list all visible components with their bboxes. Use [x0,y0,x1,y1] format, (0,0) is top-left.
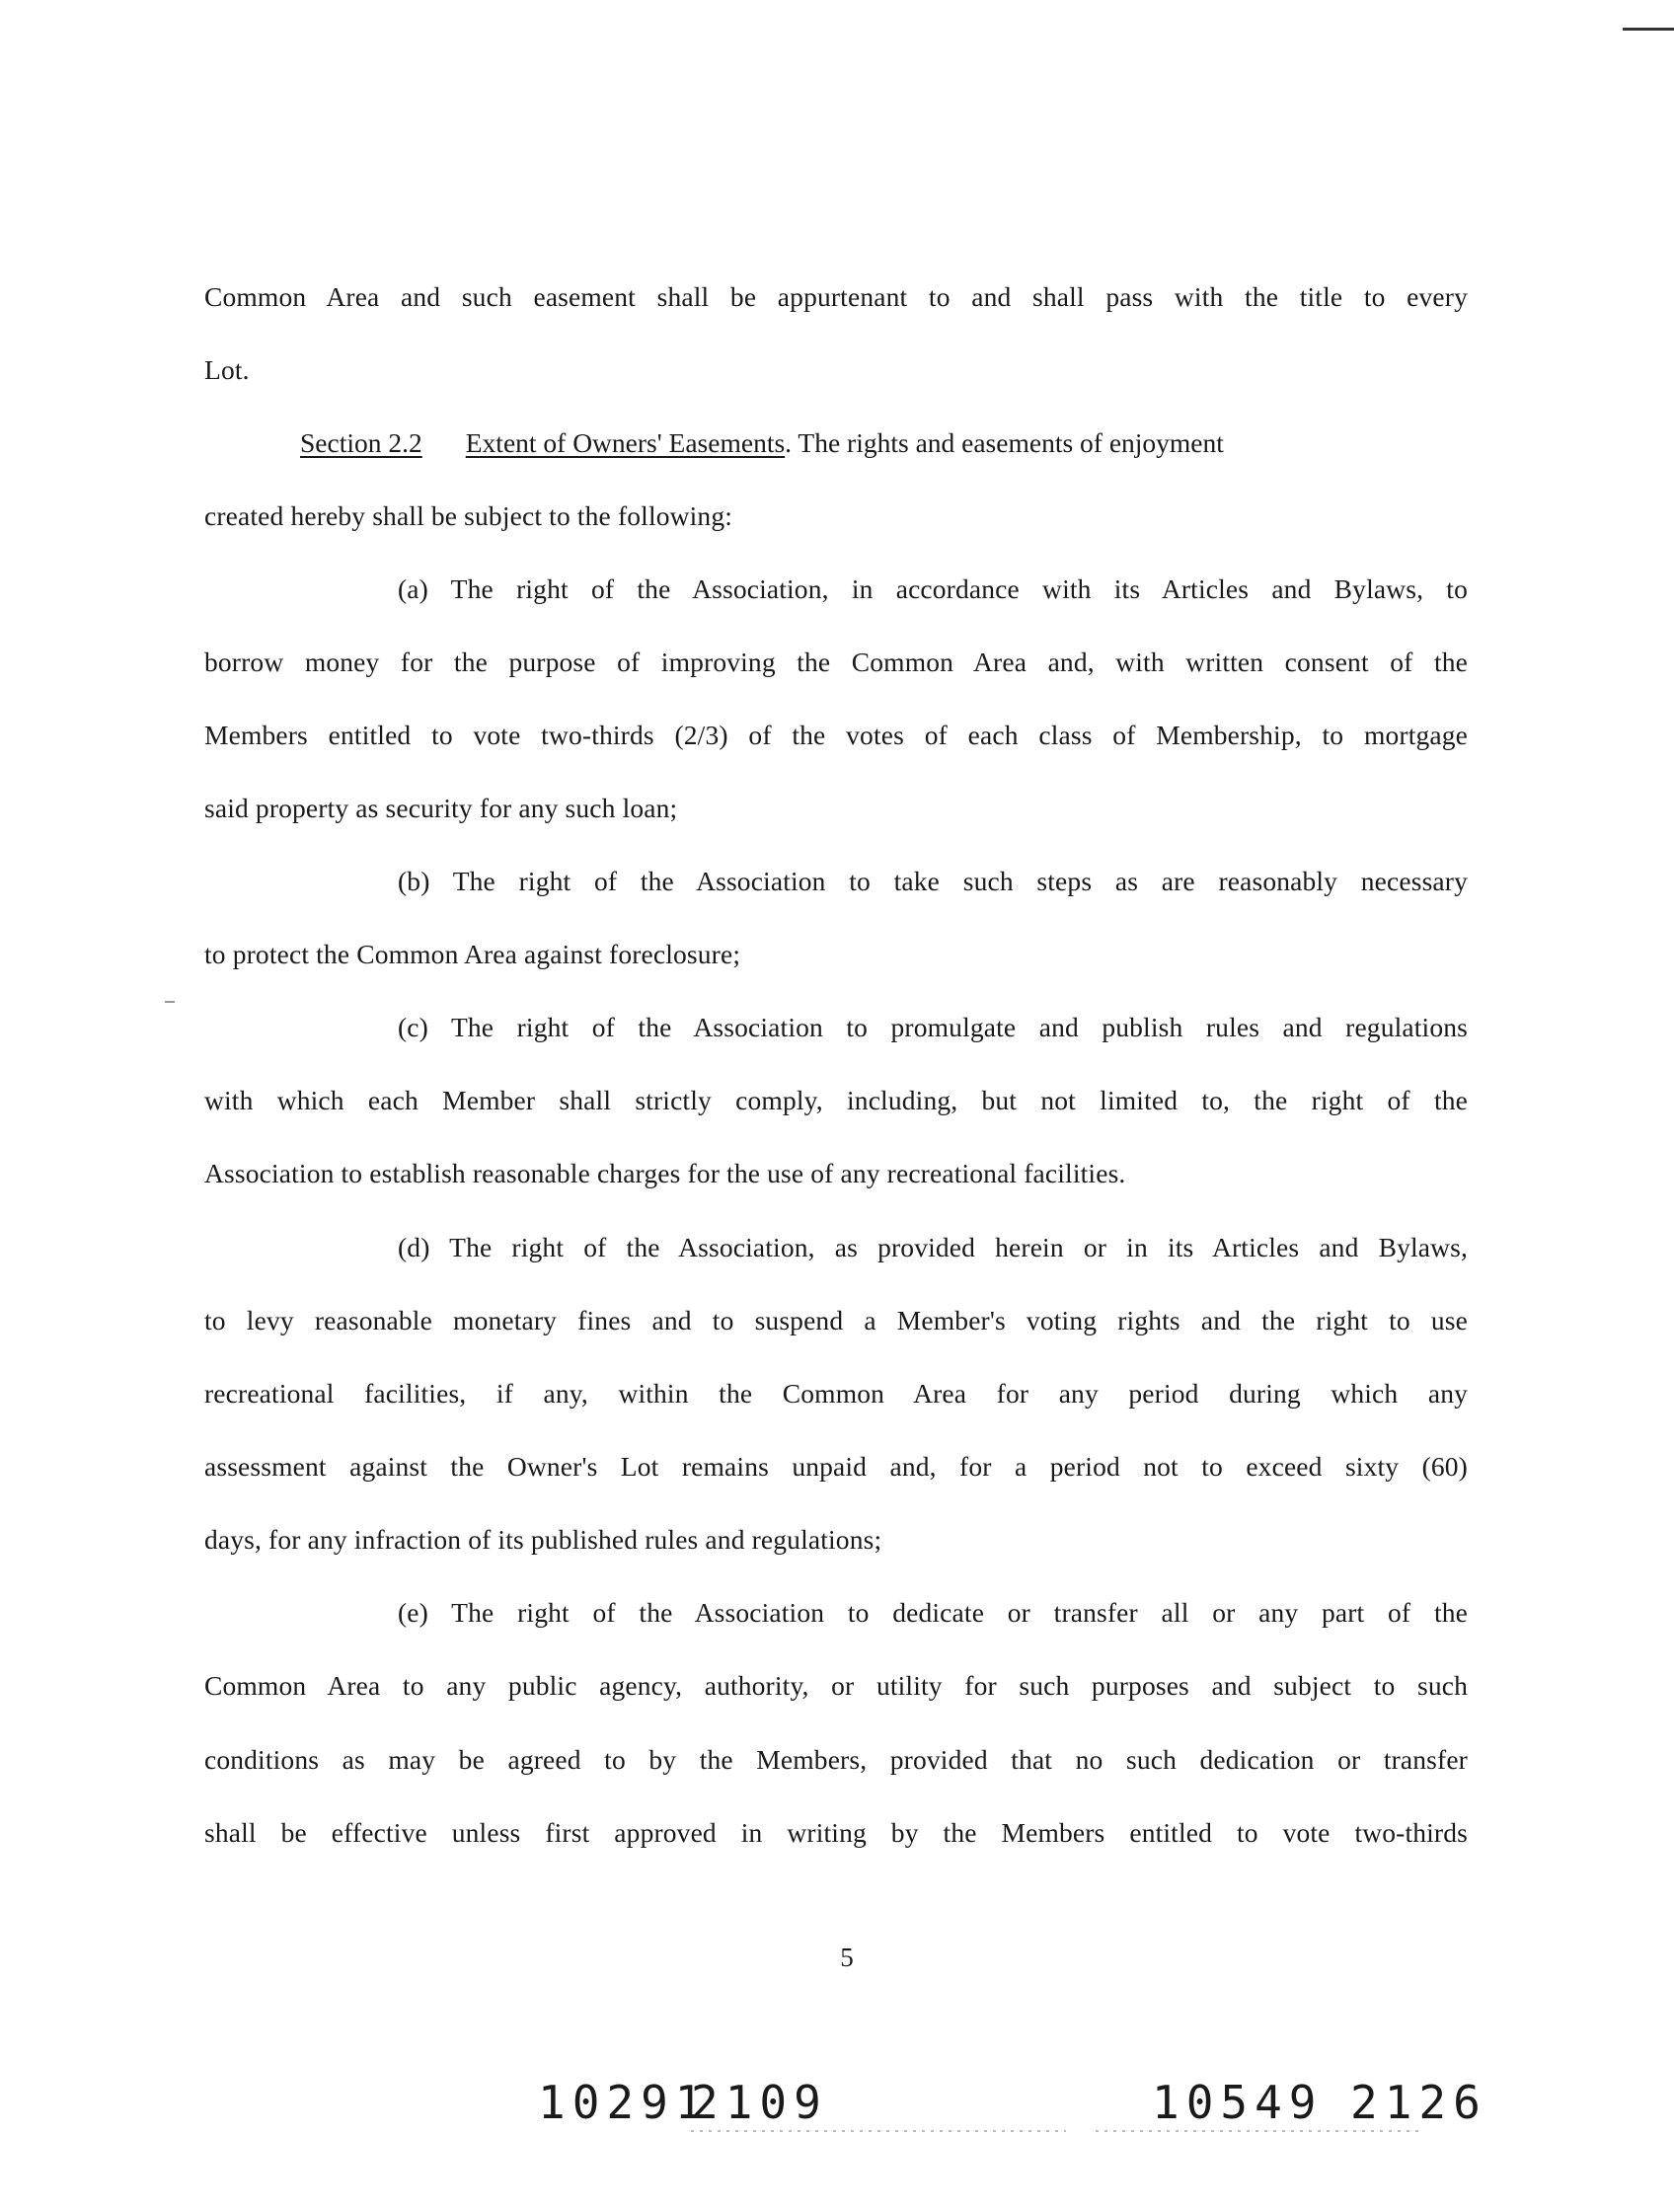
section-title: Extent of Owners' Easements [465,427,786,458]
recording-stamp-right-book: 10549 [1152,2076,1324,2129]
paragraph-line: Common Area and such easement shall be appurtenant to and shall pass with the title to every [204,281,1468,312]
clause-b-line: to protect the Common Area against foreclosure; [204,939,741,969]
page-number: 5 [840,1943,854,1972]
section-intro: . The rights and easements of enjoyment [785,427,1224,458]
clause-d-line: days, for any infraction of its published rules and regulations; [204,1524,882,1555]
clause-a-line: Members entitled to vote two-thirds (2/3) of the votes of each class of Membership, to mortgage [204,720,1468,750]
recording-stamp-right-page: 2126 [1350,2076,1487,2129]
clause-d-line: assessment against the Owner's Lot remains unpaid and, for a period not to exceed sixty (60) [204,1451,1468,1482]
clause-a-line: borrow money for the purpose of improving the Common Area and, with written consent of the [204,647,1468,677]
clause-d-line: (d) The right of the Association, as provided herein or in its Articles and Bylaws, [398,1232,1468,1262]
section-number: Section 2.2 [300,427,422,458]
clause-a-line: said property as security for any such loan; [204,793,678,823]
recording-stamp-left-page: 2109 [691,2076,828,2129]
margin-dash [165,1001,175,1003]
clause-a-line: (a) The right of the Association, in accordance with its Articles and Bylaws, to [398,573,1468,604]
clause-b-line: (b) The right of the Association to take such steps as are reasonably necessary [398,866,1468,896]
clause-e-line: conditions as may be agreed to by the Members, provided that no such dedication or transfer [204,1744,1468,1775]
paragraph-line: created hereby shall be subject to the following: [204,500,733,531]
corner-scan-mark [1623,28,1674,31]
section-heading [300,426,1468,460]
clause-c-line: (c) The right of the Association to promulgate and publish rules and regulations [398,1012,1468,1042]
clause-c-line: with which each Member shall strictly comply, including, but not limited to, the right of the [204,1085,1468,1115]
paragraph-line: Lot. [204,354,250,385]
scan-noise [691,2130,1066,2132]
clause-e-line: (e) The right of the Association to dedicate or transfer all or any part of the [398,1597,1468,1628]
clause-e-line: Common Area to any public agency, authority, or utility for such purposes and subject to such [204,1670,1468,1701]
recording-stamp-left-book: 10291 [538,2076,710,2129]
clause-d-line: to levy reasonable monetary fines and to suspend a Member's voting rights and the right to use [204,1305,1468,1335]
clause-d-line: recreational facilities, if any, within the Common Area for any period during which any [204,1378,1468,1409]
clause-e-line: shall be effective unless first approved in writing by the Members entitled to vote two-thirds [204,1817,1468,1848]
scan-noise [1096,2130,1421,2132]
clause-c-line: Association to establish reasonable charges for the use of any recreational facilities. [204,1158,1126,1188]
